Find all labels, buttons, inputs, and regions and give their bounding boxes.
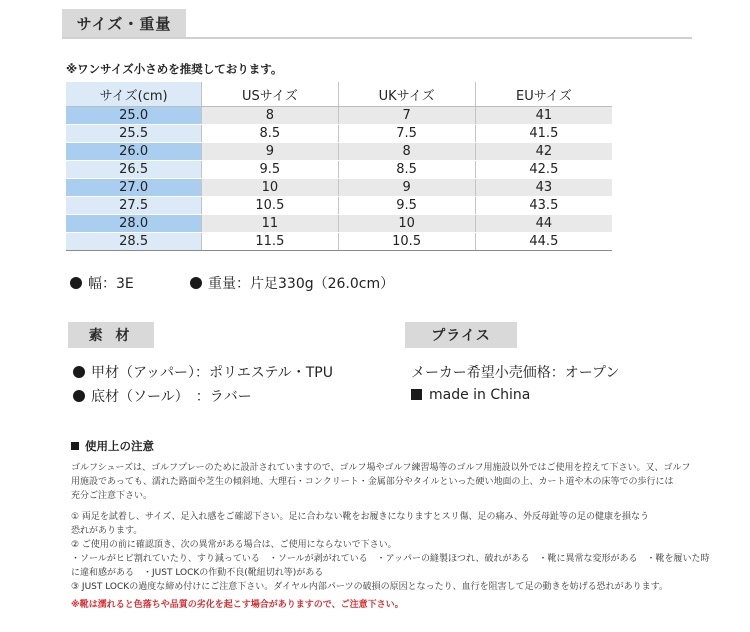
cell-eu: 42 (475, 143, 612, 161)
table-row (66, 233, 612, 251)
cell-eu: 41 (475, 107, 612, 125)
cell-us: 10.5 (202, 197, 338, 215)
cell-us: 8.5 (202, 125, 338, 143)
size-chart-header-row (66, 82, 612, 107)
cell-eu: 43 (475, 179, 612, 197)
bullet-dot-icon (70, 277, 82, 289)
table-row (66, 125, 612, 143)
size-chart-table (66, 82, 612, 251)
cell-eu: 42.5 (475, 161, 612, 179)
caution-line: ③ JUST LOCKの過度な締め付けにご注意下さい。ダイヤル内部パーツの破損の原因となったり、血行を阻害して足の動きを妨げる恐れがあります。 (71, 582, 668, 592)
table-row (66, 215, 612, 233)
cell-us: 9 (202, 143, 338, 161)
bullet-dot-icon (73, 366, 85, 378)
header-cm: サイズ(cm) (66, 82, 202, 107)
weight-spec-text: 重量：片足330g（26.0cm） (208, 276, 395, 292)
table-row (66, 107, 612, 125)
bullet-square-icon (71, 442, 79, 450)
caution-line: 恐れがあります。 (71, 526, 143, 536)
price-heading: プライス (405, 322, 517, 348)
upper-material-text: 甲材（アッパー）：ポリエステル・TPU (91, 365, 334, 381)
cell-cm: 26.5 (66, 161, 202, 179)
cell-cm: 26.0 (66, 143, 202, 161)
caution-line: ② ご使用の前に確認頂き、次の異常がある場合は、ご使用にならないで下さい。 (71, 540, 397, 550)
caution-heading-text: 使用上の注意 (85, 439, 154, 453)
cell-uk: 10.5 (338, 233, 475, 251)
material-heading: 素 材 (68, 322, 154, 348)
table-row (66, 179, 612, 197)
cell-us: 9.5 (202, 161, 338, 179)
bullet-dot-icon (73, 390, 85, 402)
country-of-origin-text: made in China (429, 387, 531, 403)
header-eu: EUサイズ (475, 82, 612, 107)
upper-material (73, 362, 333, 382)
cell-cm: 27.5 (66, 197, 202, 215)
cell-uk: 8 (338, 143, 475, 161)
cell-uk: 9 (338, 179, 475, 197)
cell-cm: 28.5 (66, 233, 202, 251)
cell-eu: 44 (475, 215, 612, 233)
header-uk: UKサイズ (338, 82, 475, 107)
cell-cm: 27.0 (66, 179, 202, 197)
cell-cm: 25.0 (66, 107, 202, 125)
size-recommendation-note: ※ワンサイズ小さめを推奨しております。 (66, 62, 283, 76)
sole-material-text: 底材（ソール） ：ラバー (91, 389, 252, 405)
width-spec-text: 幅：3E (88, 276, 134, 292)
cell-uk: 7 (338, 107, 475, 125)
cell-uk: 7.5 (338, 125, 475, 143)
cell-eu: 43.5 (475, 197, 612, 215)
section-divider (62, 37, 692, 39)
cell-us: 11.5 (202, 233, 338, 251)
cell-cm: 28.0 (66, 215, 202, 233)
wet-warning-note: ※靴は濡れると色落ちや品質の劣化を起こす場合がありますので、ご注意下さい。 (71, 600, 404, 610)
country-of-origin (411, 387, 530, 403)
bullet-dot-icon (190, 277, 202, 289)
cell-eu: 44.5 (475, 233, 612, 251)
caution-line: ゴルフシューズは、ゴルフプレーのために設計されていますので、ゴルフ場やゴルフ練習場等のゴルフ用施設以外ではご使用を控えて下さい。又、ゴルフ (71, 463, 691, 473)
cell-us: 8 (202, 107, 338, 125)
header-us: USサイズ (202, 82, 338, 107)
bullet-square-icon (411, 389, 422, 400)
caution-line: ・ソールがヒビ割れていたり、すり減っている ・ソールが剥がれている ・アッパーの縫製ほつれ、破れがある ・靴に異常な変形がある ・靴を履いた時 (71, 554, 710, 564)
caution-line: 用施設であっても、濡れた路面や芝生の傾斜地、大理石・コンクリート・金属部分やタイルといった硬い地面の上、カート道や木の床等での歩行には (71, 477, 674, 487)
cell-uk: 10 (338, 215, 475, 233)
caution-line: に違和感がある ・JUST LOCKの作動不良(靴紐切れ等)がある (71, 568, 324, 578)
width-spec (70, 273, 134, 293)
caution-line: ① 両足を試着し、サイズ、足入れ感をご確認下さい。足に合わない靴をお履きになりますとスリ傷、足の痛み、外反母趾等の足の健康を損なう (71, 512, 650, 522)
table-row (66, 197, 612, 215)
caution-heading (71, 438, 154, 454)
cell-us: 11 (202, 215, 338, 233)
cell-uk: 9.5 (338, 197, 475, 215)
table-row (66, 143, 612, 161)
weight-spec (190, 273, 394, 293)
cell-eu: 41.5 (475, 125, 612, 143)
sole-material (73, 386, 252, 406)
cell-uk: 8.5 (338, 161, 475, 179)
retail-price: メーカー希望小売価格：オープン (411, 365, 620, 381)
cell-us: 10 (202, 179, 338, 197)
caution-line: 充分ご注意下さい。 (71, 491, 153, 501)
size-weight-heading: サイズ・重量 (62, 9, 186, 37)
cell-cm: 25.5 (66, 125, 202, 143)
table-row (66, 161, 612, 179)
